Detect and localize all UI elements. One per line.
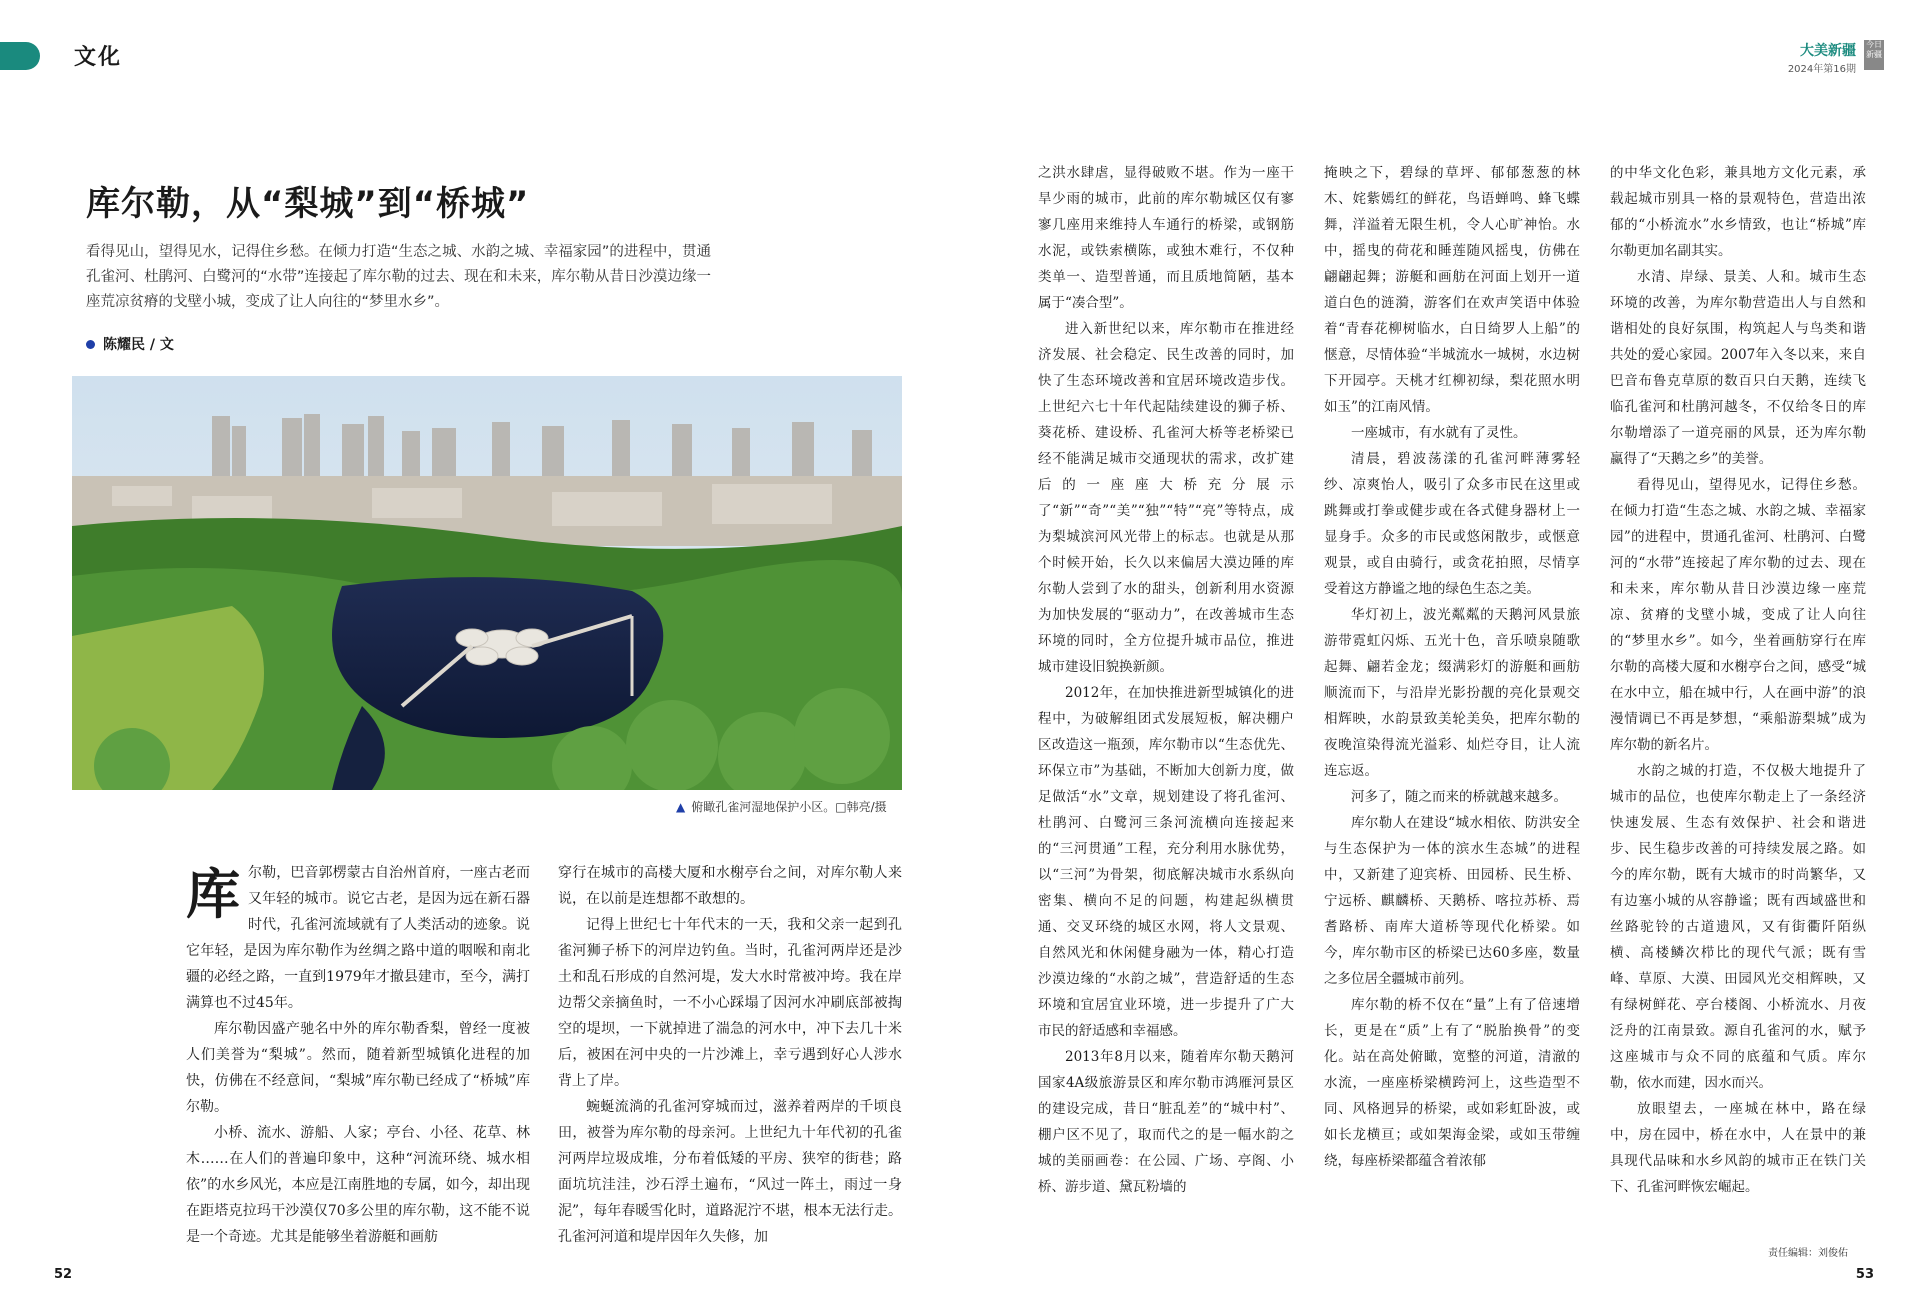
editor-credit: 责任编辑：刘俊佑 [1768,1248,1848,1259]
brand-logo-box: 今日新疆 [1864,40,1884,70]
paragraph: 一座城市，有水就有了灵性。 [1351,425,1527,441]
paragraph: 库尔勒人在建设“城水相依、防洪安全与生态保护为一体的滨水生态城”的进程中，又新建了迎宾桥、田园桥、民生桥、宁远桥、麒麟桥、天鹅桥、喀拉苏桥、焉耆路桥、南库大道桥等现代化桥梁。如今，库尔勒市区的桥梁已达60多座，数量之多位居全疆城市前列。 [1324,815,1580,987]
paragraph: 华灯初上，波光粼粼的天鹅河风景旅游带霓虹闪烁、五光十色，音乐喷泉随歌起舞、翩若金龙；缀满彩灯的游艇和画舫顺流而下，与沿岸光影扮靓的亮化景观交相辉映，水韵景致美轮美奂，把库尔勒的夜晚渲染得流光溢彩、灿烂夺目，让人流连忘返。 [1324,607,1580,779]
section-tab-marker [0,42,40,70]
paragraph: 2012年，在加快推进新型城镇化的进程中，为破解组团式发展短板，解决棚户区改造这一瓶颈，库尔勒市以“生态优先、环保立市”为基础，不断加大创新力度，做足做活“水”文章，规划建设了将孔雀河、杜鹃河、白鹭河三条河流横向连接起来的“三河贯通”工程，充分利用水脉优势，以“三河”为骨架，彻底解决城市水系纵向密集、横向不足的问题，构建起纵横贯通、交叉环绕的城区水网，将人文景观、自然风光和休闲健身融为一体，精心打造沙漠边缘的“水韵之城”，营造舒适的生态环境和宜居宜业环境，进一步提升了广大市民的舒适感和幸福感。 [1038,685,1294,1039]
caption-text: 俯瞰孔雀河湿地保护小区。□韩亮/摄 [691,800,887,814]
bullet-icon [86,340,95,349]
photo-caption [676,798,887,815]
paragraph: 放眼望去，一座城在林中，路在绿中，房在园中，桥在水中，人在景中的兼具现代品味和水乡风韵的城市正在铁门关下、孔雀河畔恢宏崛起。 [1610,1101,1866,1195]
paragraph: 掩映之下，碧绿的草坪、郁郁葱葱的林木、姹紫嫣红的鲜花，鸟语蝉鸣、蜂飞蝶舞，洋溢着无限生机，令人心旷神怡。水中，摇曳的荷花和睡莲随风摇曳，仿佛在翩翩起舞；游艇和画舫在河面上划开一道道白色的涟漪，游客们在欢声笑语中体验着“青春花柳树临水，白日绮罗人上船”的惬意，尽情体验“半城流水一城树，水边树下开园亭。天桃才红柳初绿，梨花照水明如玉”的江南风情。 [1324,165,1580,415]
paragraph: 尔勒，巴音郭楞蒙古自治州首府，一座古老而又年轻的城市。说它古老，是因为远在新石器时代，孔雀河流域就有了人类活动的迹象。说它年轻，是因为库尔勒作为丝绸之路中道的咽喉和南北疆的必经之路，一直到1979年才撤县建市，至今，满打满算也不过45年。 [186,865,530,1011]
section-label: 文化 [74,45,123,70]
triangle-icon: ▲ [676,800,686,814]
article-lead: 看得见山，望得见水，记得住乡愁。在倾力打造“生态之城、水韵之城、幸福家园”的进程中，贯通孔雀河、杜鹃河、白鹭河的“水带”连接起了库尔勒的过去、现在和未来，库尔勒从昔日沙漠边缘一座荒凉贫瘠的戈壁小城，变成了让人向往的“梦里水乡”。 [86,244,711,310]
issue-number: 2024年第16期 [1787,64,1856,75]
paragraph: 穿行在城市的高楼大厦和水榭亭台之间，对库尔勒人来说，在以前是连想都不敢想的。 [558,865,902,907]
paragraph: 水清、岸绿、景美、人和。城市生态环境的改善，为库尔勒营造出人与自然和谐相处的良好氛围，构筑起人与鸟类和谐共处的爱心家园。2007年入冬以来，来自巴音布鲁克草原的数百只白天鹅，连续飞临孔雀河和杜鹃河越冬，不仅给冬日的库尔勒增添了一道亮丽的风景，还为库尔勒赢得了“天鹅之乡”的美誉。 [1610,269,1866,467]
paragraph: 库尔勒的桥不仅在“量”上有了倍速增长，更是在“质”上有了“脱胎换骨”的变化。站在高处俯瞰，宽整的河道，清澈的水流，一座座桥梁横跨河上，这些造型不同、风格迥异的桥梁，或如彩虹卧波，或如长龙横亘；或如架海金梁，或如玉带缠绕，每座桥梁都蕴含着浓郁 [1324,997,1580,1169]
drop-cap: 库 [186,863,240,926]
page-number-left: 52 [54,1267,73,1282]
brand-name: 大美新疆 [1800,43,1856,59]
body-column-4 [1324,160,1580,1174]
paragraph: 水韵之城的打造，不仅极大地提升了城市的品位，也使库尔勒走上了一条经济快速发展、生态有效保护、社会和谐进步、民生稳步改善的可持续发展之路。如今的库尔勒，既有大城市的时尚繁华，又有边塞小城的从容静谧；既有西域盛世和丝路驼铃的古道遗风，又有街衢阡陌纵横、高楼鳞次栉比的现代气派；既有雪峰、草原、大漠、田园风光交相辉映，又有绿树鲜花、亭台楼阁、小桥流水、月夜泛舟的江南景致。源自孔雀河的水，赋予这座城市与众不同的底蕴和气质。库尔勒，依水而建，因水而兴。 [1610,763,1866,1091]
paragraph: 清晨，碧波荡漾的孔雀河畔薄雾轻纱、凉爽怡人，吸引了众多市民在这里或跳舞或打拳或健步或在各式健身器材上一显身手。众多的市民或悠闲散步，或惬意观景，或自由骑行，或贪花拍照，尽情享受着这方静谧之地的绿色生态之美。 [1324,451,1580,597]
byline [86,334,174,354]
paragraph: 之洪水肆虐，显得破败不堪。作为一座干旱少雨的城市，此前的库尔勒城区仅有寥寥几座用来维持人车通行的桥梁，或钢筋水泥，或铁索横陈，或独木难行，不仅种类单一、造型普通，而且质地简陋，基本属于“凑合型”。 [1038,165,1294,311]
body-column-3 [1038,160,1294,1200]
paragraph: 进入新世纪以来，库尔勒市在推进经济发展、社会稳定、民生改善的同时，加快了生态环境改善和宜居环境改造步伐。上世纪六七十年代起陆续建设的狮子桥、葵花桥、建设桥、孔雀河大桥等老桥梁已经不能满足城市交通现状的需求，改扩建后的一座座大桥充分展示了“新”“奇”“美”“独”“特”“亮”等特点，成为梨城滨河风光带上的标志。也就是从那个时候开始，长久以来偏居大漠边陲的库尔勒人尝到了水的甜头，创新利用水资源为加快发展的“驱动力”，在改善城市生态环境的同时，全方位提升城市品位，推进城市建设旧貌换新颜。 [1038,321,1294,675]
article-title: 库尔勒，从“梨城”到“桥城” [86,184,530,224]
paragraph: 看得见山，望得见水，记得住乡愁。在倾力打造“生态之城、水韵之城、幸福家园”的进程中，贯通孔雀河、杜鹃河、白鹭河的“水带”连接起了库尔勒的过去、现在和未来，库尔勒从昔日沙漠边缘一座荒凉、贫瘠的戈壁小城，变成了让人向往的“梦里水乡”。如今，坐着画舫穿行在库尔勒的高楼大厦和水榭亭台之间，感受“城在水中立，船在城中行，人在画中游”的浪漫情调已不再是梦想，“乘船游梨城”成为库尔勒的新名片。 [1610,477,1866,753]
body-column-2 [558,860,902,1250]
paragraph: 记得上世纪七十年代末的一天，我和父亲一起到孔雀河狮子桥下的河岸边钓鱼。当时，孔雀河两岸还是沙土和乱石形成的自然河堤，发大水时常被冲垮。我在岸边帮父亲摘鱼时，一不小心踩塌了因河水冲刷底部被掏空的堤坝，一下就掉进了湍急的河水中，冲下去几十米后，被困在河中央的一片沙滩上，幸亏遇到好心人涉水背上了岸。 [558,917,902,1089]
paragraph: 河多了，随之而来的桥就越来越多。 [1351,789,1567,805]
paragraph: 库尔勒因盛产驰名中外的库尔勒香梨，曾经一度被人们美誉为“梨城”。然而，随着新型城镇化进程的加快，仿佛在不经意间，“梨城”库尔勒已经成了“桥城”库尔勒。 [186,1021,530,1115]
page-number-right: 53 [1855,1267,1874,1282]
paragraph: 蜿蜒流淌的孔雀河穿城而过，滋养着两岸的千顷良田，被誉为库尔勒的母亲河。上世纪九十年代初的孔雀河两岸垃圾成堆，分布着低矮的平房、狭窄的街巷；路面坑坑洼洼，沙石浮土遍布，“风过一阵土，雨过一身泥”，每年春暖雪化时，道路泥泞不堪，根本无法行走。孔雀河河道和堤岸因年久失修，加 [558,1099,902,1245]
magazine-brand [1788,40,1856,75]
aerial-photo [72,376,902,790]
paragraph: 的中华文化色彩，兼具地方文化元素，承载起城市别具一格的景观特色，营造出浓郁的“小桥流水”水乡情致，也让“桥城”库尔勒更加名副其实。 [1610,165,1866,259]
paragraph: 小桥、流水、游船、人家；亭台、小径、花草、林木……在人们的普遍印象中，这种“河流环绕、城水相依”的水乡风光，本应是江南胜地的专属，如今，却出现在距塔克拉玛干沙漠仅70多公里的库尔勒，这不能不说是一个奇迹。尤其是能够坐着游艇和画舫 [186,1125,530,1245]
paragraph: 2013年8月以来，随着库尔勒天鹅河国家4A级旅游景区和库尔勒市鸿雁河景区的建设完成，昔日“脏乱差”的“城中村”、棚户区不见了，取而代之的是一幅水韵之城的美丽画卷：在公园、广场、亭阁、小桥、游步道、黛瓦粉墙的 [1038,1049,1294,1195]
author: 陈耀民 / 文 [103,337,174,353]
body-column-1 [186,860,530,1250]
body-column-5 [1610,160,1866,1200]
